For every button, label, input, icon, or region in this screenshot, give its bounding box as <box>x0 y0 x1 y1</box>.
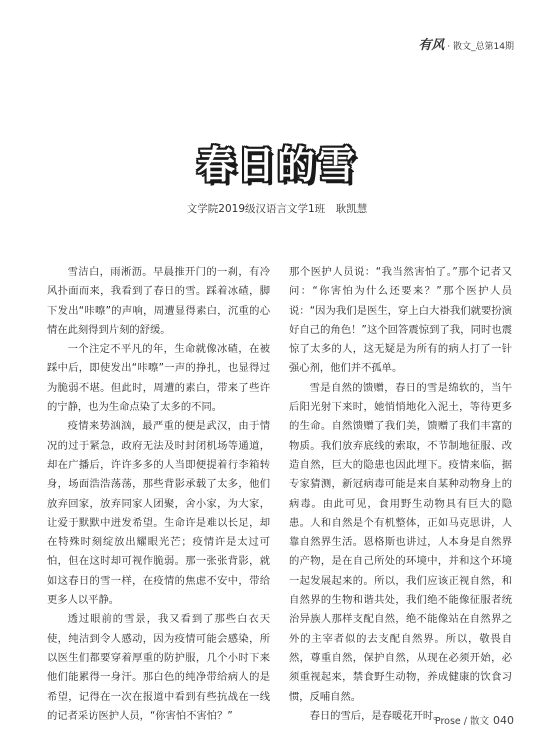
footer-label: Prose / 散文 <box>434 716 489 727</box>
magazine-brand: 有风 <box>418 38 445 53</box>
running-header <box>418 34 514 53</box>
page-number: 040 <box>493 714 514 727</box>
paragraph: 春日的雪后，是春暖花开时。 <box>309 709 444 722</box>
header-section: 散文 <box>453 42 472 52</box>
page-footer <box>435 713 514 727</box>
article-title: 春日的雪 <box>196 143 357 187</box>
paragraph: 雪洁白，雨淅沥。早晨推开门的一刹，有冷风扑面而来，我看到了春日的雪。踩着冰碴，脚下发出“咔嚓”的声响，周遭显得素白，沉重的心情在此刻得到片刻的舒缓。 <box>47 266 270 336</box>
left-column <box>47 263 270 726</box>
paragraph-continuation: 那个医护人员说：“我当然害怕了。”那个记者又问：“你害怕为什么还要来？”那个医护人员说：“因为我们是医生，穿上白大褂我们就要扮演好自己的角色！”这个回答震惊到了我，同时也震惊了太多的人，这无疑是为所有的病人打了一针强心剂，他们并不孤单。 <box>289 266 512 375</box>
paragraph: 疫情来势汹汹，最严重的便是武汉，由于情况的过于紧急，政府无法及时封闭机场等通道，却在广播后，许许多多的人当即便提着行李箱转身，场面浩浩荡荡，那些背影承载了太多，他们放弃回家，放弃同家人团聚，舍小家，为大家，让爱于默默中迸发希望。生命许是难以长足，却在特殊时刻绽放出耀眼光芒；疫情许是太过可怕，但在这时却可视作脆弱。那一张张背影，就如这春日的雪一样，在疫情的焦虑不安中，带给更多人以平静。 <box>47 420 270 607</box>
paragraph: 一个注定不平凡的年，生命就像冰碴，在被踩中后，即使发出“咔嚓”一声的挣扎，也显得过为脆弱不堪。但此时，周遭的素白，带来了些许的宁静，也为生命点染了太多的不同。 <box>47 343 270 414</box>
article-byline: 文学院2019级汉语言文学1班 耿凯慧 <box>186 203 368 215</box>
right-column <box>289 263 512 726</box>
header-separator: · <box>444 42 454 52</box>
paragraph: 透过眼前的雪景，我又看到了那些白衣天使，纯洁到令人感动，因为疫情可能会感染，所以医生们都要穿着厚重的防护服，几个小时下来他们能累得一身汗。那白色的纯净带给病人的是希望，记得在一次在报道中看到有些抗战在一线的记者采访医护人员，“你害怕不害怕？” <box>47 613 270 722</box>
title-block <box>0 134 554 189</box>
header-issue: _总第14期 <box>471 42 514 52</box>
paragraph: 雪是自然的馈赠，春日的雪是绵软的，当午后阳光射下来时，她悄悄地化入泥土，等待更多的生命。自然馈赠了我们美，馈赠了我们丰富的物质。我们放弃底线的索取，不节制地征服、改造自然，巨大的隐患也因此埋下。疫情来临，据专家猜测，新冠病毒可能是来自某种动物身上的病毒。由此可见，食用野生动物具有巨大的隐患。人和自然是个有机整体，正如马克思讲，人靠自然界生活。恩格斯也讲过，人本身是自然界的产物，是在自己所处的环境中，并和这个环境一起发展起来的。所以，我们应该正视自然，和自然界的生物和谐共处，我们绝不能像征服者统治异族人那样支配自然，绝不能像站在自然界之外的主宰者似的去支配自然界。所以，敬畏自然，尊重自然，保护自然，从现在必须开始，必须重视起来，禁食野生动物，养成健康的饮食习惯，反哺自然。 <box>289 381 512 703</box>
